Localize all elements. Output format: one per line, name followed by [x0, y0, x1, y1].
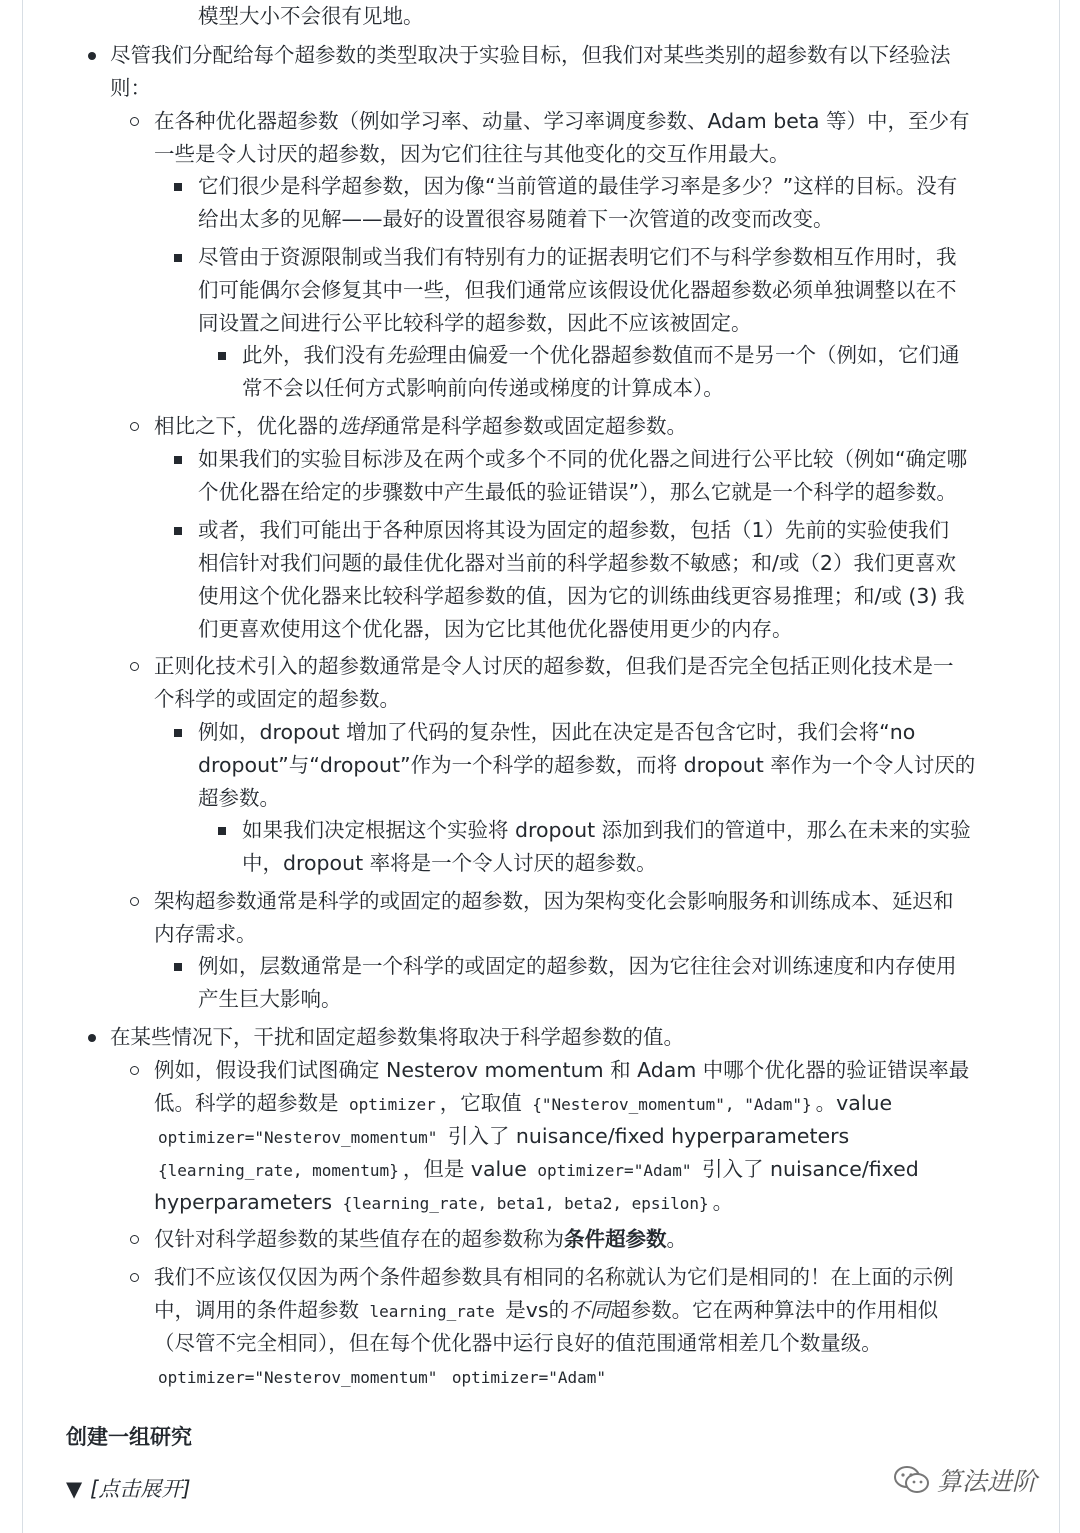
list-item-text: [198, 443, 967, 476]
text-span: 们可能偶尔会修复其中一些，但我们通常应该假设优化器超参数必须单独调整以在不: [198, 278, 957, 302]
text-span: 。: [712, 1190, 734, 1214]
text-span: 在某些情况下，干扰和固定超参数集将取决于科学超参数的值。: [110, 1025, 684, 1049]
text-span: 超参数。: [198, 786, 280, 810]
text-span: 通常是科学超参数或固定超参数。: [379, 414, 687, 438]
text-span: 此外，我们没有: [242, 343, 386, 367]
list-item-text: [154, 650, 954, 683]
text-line: [198, 782, 280, 815]
text-span: 例如，dropout 增加了代码的复杂性，因此在决定是否包含它时，我们会将“no: [198, 720, 916, 744]
text-line: [110, 72, 151, 105]
list-item-text: [242, 814, 971, 847]
details-summary-toggle[interactable]: [66, 1472, 191, 1506]
bullet-square: [174, 963, 182, 971]
bold-term: 条件超参数: [564, 1227, 667, 1251]
text-span: 则：: [110, 76, 151, 100]
text-line: [154, 1327, 882, 1360]
text-span: 内存需求。: [154, 922, 257, 946]
text-span: 在各种优化器超参数（例如学习率、动量、学习率调度参数、Adam beta 等）中，至少有: [154, 109, 970, 133]
bullet-circle: [130, 1066, 139, 1075]
inline-code: {learning_rate, beta1, beta2, epsilon}: [339, 1194, 713, 1213]
text-line: [154, 1120, 849, 1154]
bullet-disc: [88, 1034, 96, 1042]
bullet-square: [218, 352, 226, 360]
text-line: [198, 203, 834, 236]
inline-code: {learning_rate, momentum}: [154, 1161, 403, 1180]
bullet-circle: [130, 117, 139, 126]
text-line: [154, 683, 400, 716]
text-line: [154, 1087, 892, 1121]
bullet-disc: [88, 52, 96, 60]
text-span: 给出太多的见解——最好的设置很容易随着下一次管道的改变而改变。: [198, 207, 834, 231]
text-span: 相比之下，优化器的: [154, 414, 339, 438]
text-span: 同设置之间进行公平比较科学的超参数，因此不应该被固定。: [198, 311, 752, 335]
text-span: 相信针对我们问题的最佳优化器对当前的科学超参数不敏感；和/或（2）我们更喜欢: [198, 551, 956, 575]
text-span: 。value: [815, 1091, 893, 1115]
text-line: [198, 274, 957, 307]
bullet-circle: [130, 1273, 139, 1282]
watermark-text: 算法进阶: [937, 1467, 1038, 1496]
text-span: 模型大小不会很有见地。: [198, 4, 424, 28]
emphasis-text: 先验: [385, 343, 427, 367]
list-item-text: [154, 410, 687, 443]
emphasis-text: 不同: [569, 1298, 611, 1322]
wechat-icon: [893, 1464, 931, 1496]
text-line: [198, 476, 957, 509]
inline-code: optimizer: [345, 1095, 440, 1114]
text-line: [198, 613, 793, 646]
list-item-text: [154, 1261, 954, 1294]
emphasis-text: 选择: [338, 414, 380, 438]
text-span: 正则化技术引入的超参数通常是令人讨厌的超参数，但我们是否完全包括正则化技术是一: [154, 654, 954, 678]
list-item-text: [110, 1021, 684, 1054]
inline-code: optimizer="Nesterov_momentum": [154, 1128, 441, 1147]
text-line: [198, 983, 342, 1016]
text-span: 例如，假设我们试图确定 Nesterov momentum 和 Adam 中哪个优化器的验证错误率最: [154, 1058, 970, 1082]
text-span: ，它取值: [439, 1091, 529, 1115]
list-item-text: [242, 339, 960, 372]
inline-code: optimizer="Adam": [448, 1368, 610, 1387]
list-item-text: [198, 716, 915, 749]
text-span: 或者，我们可能出于各种原因将其设为固定的超参数，包括（1）先前的实验使我们: [198, 518, 950, 542]
bullet-square: [174, 527, 182, 535]
inline-code: learning_rate: [366, 1302, 499, 1321]
bullet-square: [174, 254, 182, 262]
text-line: [242, 847, 657, 880]
disclosure-triangle-icon: ▼: [66, 1477, 83, 1501]
text-span: 们更喜欢使用这个优化器，因为它比其他优化器使用更少的内存。: [198, 617, 793, 641]
text-span: 如果我们决定根据这个实验将 dropout 添加到我们的管道中，那么在未来的实验: [242, 818, 971, 842]
text-span: 理由偏爱一个优化器超参数值而不是另一个（例如，它们通: [426, 343, 960, 367]
text-span: 引入了 nuisance/fixed hyperparameters: [441, 1124, 850, 1148]
text-span: 。: [666, 1227, 687, 1251]
inline-code: optimizer="Adam": [533, 1161, 695, 1180]
list-item-text: [198, 514, 949, 547]
list-item-text: [198, 950, 957, 983]
text-span: 如果我们的实验目标涉及在两个或多个不同的优化器之间进行公平比较（例如“确定哪: [198, 447, 968, 471]
text-span: 是vs的: [498, 1298, 570, 1322]
bullet-square: [174, 456, 182, 464]
text-span: hyperparameters: [154, 1190, 339, 1214]
text-span: （尽管不完全相同），但在每个优化器中运行良好的值范围通常相差几个数量级。: [154, 1331, 882, 1355]
text-span: 架构超参数通常是科学的或固定的超参数，因为架构变化会影响服务和训练成本、延迟和: [154, 889, 954, 913]
bullet-square: [218, 827, 226, 835]
text-line: [242, 372, 724, 405]
text-span: 尽管我们分配给每个超参数的类型取决于实验目标，但我们对某些类别的超参数有以下经验法: [110, 43, 951, 67]
text-line: [154, 1294, 938, 1328]
text-line: [198, 580, 964, 613]
text-span: 低。科学的超参数是: [154, 1091, 346, 1115]
text-span: 中，调用的条件超参数: [154, 1298, 366, 1322]
section-heading: 创建一组研究: [66, 1425, 192, 1449]
text-span: 超参数。它在两种算法中的作用相似: [610, 1298, 939, 1322]
bullet-circle: [130, 422, 139, 431]
text-span: 引入了 nuisance/fixed: [695, 1157, 919, 1181]
text-span: 中，dropout 率将是一个令人讨厌的超参数。: [242, 851, 657, 875]
bullet-circle: [130, 1235, 139, 1244]
list-item-text: [154, 105, 969, 138]
text-span: 一些是令人讨厌的超参数，因为它们往往与其他变化的交互作用最大。: [154, 142, 790, 166]
text-line: [154, 1360, 610, 1394]
list-item-text: [154, 885, 954, 918]
text-span: 常不会以任何方式影响前向传递或梯度的计算成本）。: [242, 376, 724, 400]
text-span: ，但是 value: [402, 1157, 534, 1181]
list-item-text: [154, 1223, 687, 1256]
list-item-text: [154, 1054, 969, 1087]
text-line: [198, 547, 956, 580]
text-line: [198, 0, 424, 33]
text-span: 个优化器在给定的步骤数中产生最低的验证错误”），那么它就是一个科学的超参数。: [198, 480, 957, 504]
details-summary-label: [点击展开]: [90, 1477, 191, 1501]
text-span: 产生巨大影响。: [198, 987, 342, 1011]
text-span: 使用这个优化器来比较科学超参数的值，因为它的训练曲线更容易推理；和/或 (3) 我: [198, 584, 965, 608]
bullet-square: [174, 729, 182, 737]
inline-code: {"Nesterov_momentum", "Adam"}: [528, 1095, 815, 1114]
text-span: 它们很少是科学超参数，因为像“当前管道的最佳学习率是多少？”这样的目标。没有: [198, 174, 958, 198]
list-item-text: [198, 170, 957, 203]
watermark: [893, 1460, 1037, 1500]
text-span: 个科学的或固定的超参数。: [154, 687, 400, 711]
text-span: dropout”与“dropout”作为一个科学的超参数，而将 dropout 率作为一个令人讨厌的: [198, 753, 976, 777]
bullet-square: [174, 183, 182, 191]
text-span: 仅针对科学超参数的某些值存在的超参数称为: [154, 1227, 564, 1251]
bullet-circle: [130, 897, 139, 906]
bullet-circle: [130, 662, 139, 671]
text-line: [154, 1153, 919, 1187]
text-line: [198, 749, 975, 782]
inline-code: optimizer="Nesterov_momentum": [154, 1368, 441, 1387]
text-line: [154, 1186, 733, 1220]
text-span: 我们不应该仅仅因为两个条件超参数具有相同的名称就认为它们是相同的！在上面的示例: [154, 1265, 954, 1289]
list-item-text: [198, 241, 957, 274]
text-line: [198, 307, 752, 340]
list-item-text: [110, 39, 951, 72]
text-line: [154, 138, 790, 171]
text-span: 例如，层数通常是一个科学的或固定的超参数，因为它往往会对训练速度和内存使用: [198, 954, 957, 978]
text-line: [154, 918, 257, 951]
text-span: 尽管由于资源限制或当我们有特别有力的证据表明它们不与科学参数相互作用时，我: [198, 245, 957, 269]
